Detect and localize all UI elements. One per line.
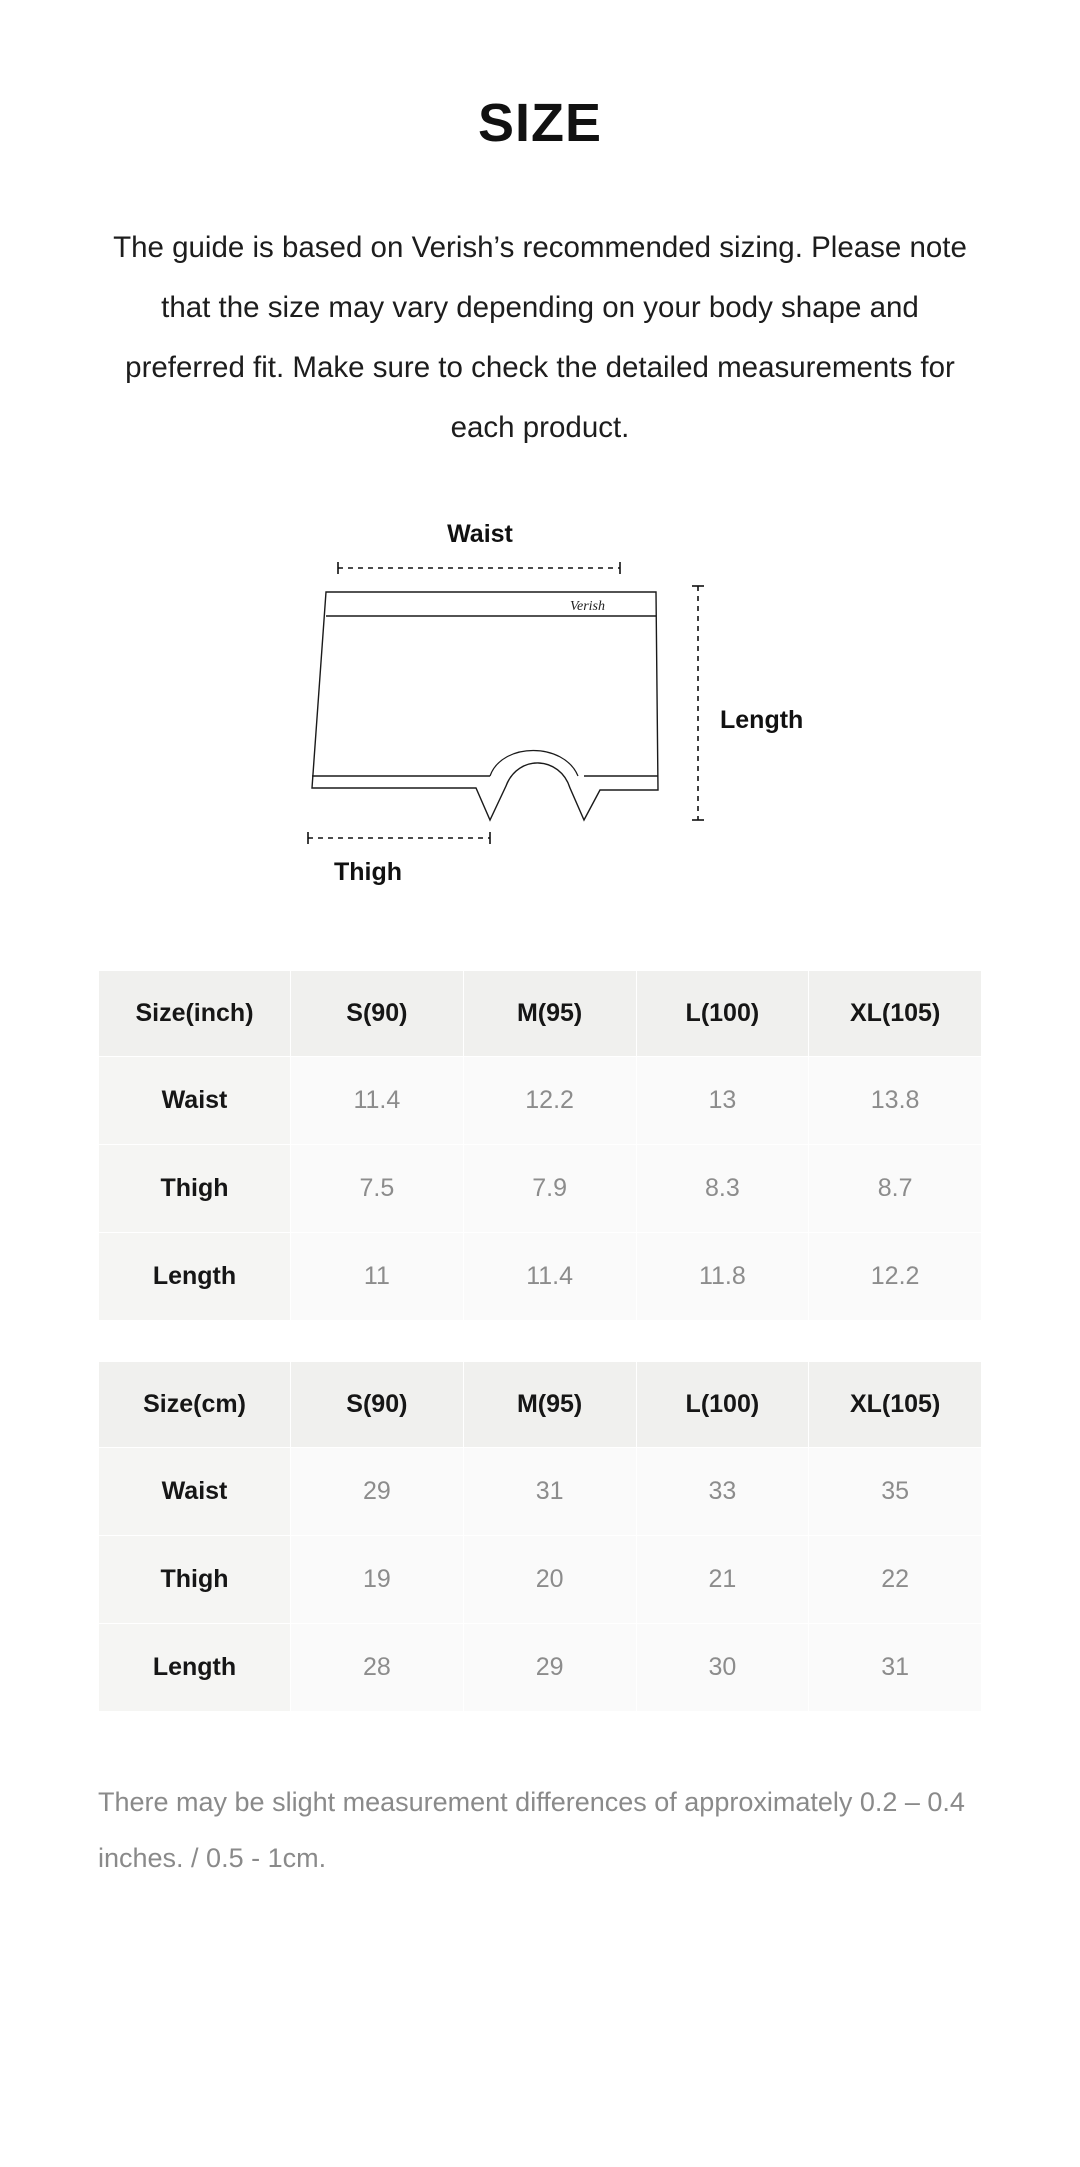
shorts-illustration (312, 592, 658, 820)
table-cell: 29 (291, 1448, 464, 1536)
table-header-row (99, 971, 982, 1057)
table-cell: 20 (463, 1536, 636, 1624)
column-header: M(95) (463, 971, 636, 1057)
table-cell: 33 (636, 1448, 809, 1536)
table-cell: 35 (809, 1448, 982, 1536)
page-title: SIZE (477, 93, 603, 153)
table-cell: 31 (809, 1624, 982, 1712)
table-cell: 12.2 (809, 1233, 982, 1321)
size-table-cm (98, 1361, 982, 1712)
table-row (99, 1057, 982, 1145)
table-cell: 11.4 (463, 1233, 636, 1321)
length-label: Length (720, 706, 804, 734)
column-header: L(100) (636, 1362, 809, 1448)
column-header: Size(cm) (99, 1362, 291, 1448)
column-header: Size(inch) (99, 971, 291, 1057)
intro-paragraph: The guide is based on Verish’s recommended sizing. Please note that the size may vary depending on your body shape and preferred fit. Make sure to check the detailed measurements for each product. (113, 231, 967, 444)
table-header-row (99, 1362, 982, 1448)
table-cell: 7.5 (291, 1145, 464, 1233)
column-header: M(95) (463, 1362, 636, 1448)
table-cell: 29 (463, 1624, 636, 1712)
row-label: Length (99, 1233, 291, 1321)
table-cell: 31 (463, 1448, 636, 1536)
column-header: S(90) (291, 1362, 464, 1448)
table-cell: 19 (291, 1536, 464, 1624)
table-row (99, 1145, 982, 1233)
table-cell: 7.9 (463, 1145, 636, 1233)
row-label: Waist (99, 1448, 291, 1536)
measurement-diagram (0, 520, 1080, 920)
table-cell: 28 (291, 1624, 464, 1712)
measurement-note: There may be slight measurement differences of approximately 0.2 – 0.4 inches. / 0.5 - 1cm. (98, 1787, 965, 1873)
table-cell: 11 (291, 1233, 464, 1321)
brand-mark: Verish (570, 599, 605, 614)
table-cell: 11.8 (636, 1233, 809, 1321)
column-header: S(90) (291, 971, 464, 1057)
table-row (99, 1233, 982, 1321)
row-label: Length (99, 1624, 291, 1712)
table-cell: 13.8 (809, 1057, 982, 1145)
table-row (99, 1624, 982, 1712)
row-label: Thigh (99, 1145, 291, 1233)
column-header: L(100) (636, 971, 809, 1057)
table-cell: 13 (636, 1057, 809, 1145)
table-row (99, 1536, 982, 1624)
row-label: Waist (99, 1057, 291, 1145)
size-tables (0, 970, 1080, 1752)
thigh-label: Thigh (333, 858, 403, 886)
table-cell: 11.4 (291, 1057, 464, 1145)
table-row (99, 1448, 982, 1536)
table-cell: 8.7 (809, 1145, 982, 1233)
column-header: XL(105) (809, 971, 982, 1057)
table-cell: 22 (809, 1536, 982, 1624)
table-cell: 30 (636, 1624, 809, 1712)
table-cell: 12.2 (463, 1057, 636, 1145)
column-header: XL(105) (809, 1362, 982, 1448)
table-cell: 8.3 (636, 1145, 809, 1233)
row-label: Thigh (99, 1536, 291, 1624)
table-cell: 21 (636, 1536, 809, 1624)
size-table-inch (98, 970, 982, 1321)
waist-label: Waist (447, 520, 513, 548)
